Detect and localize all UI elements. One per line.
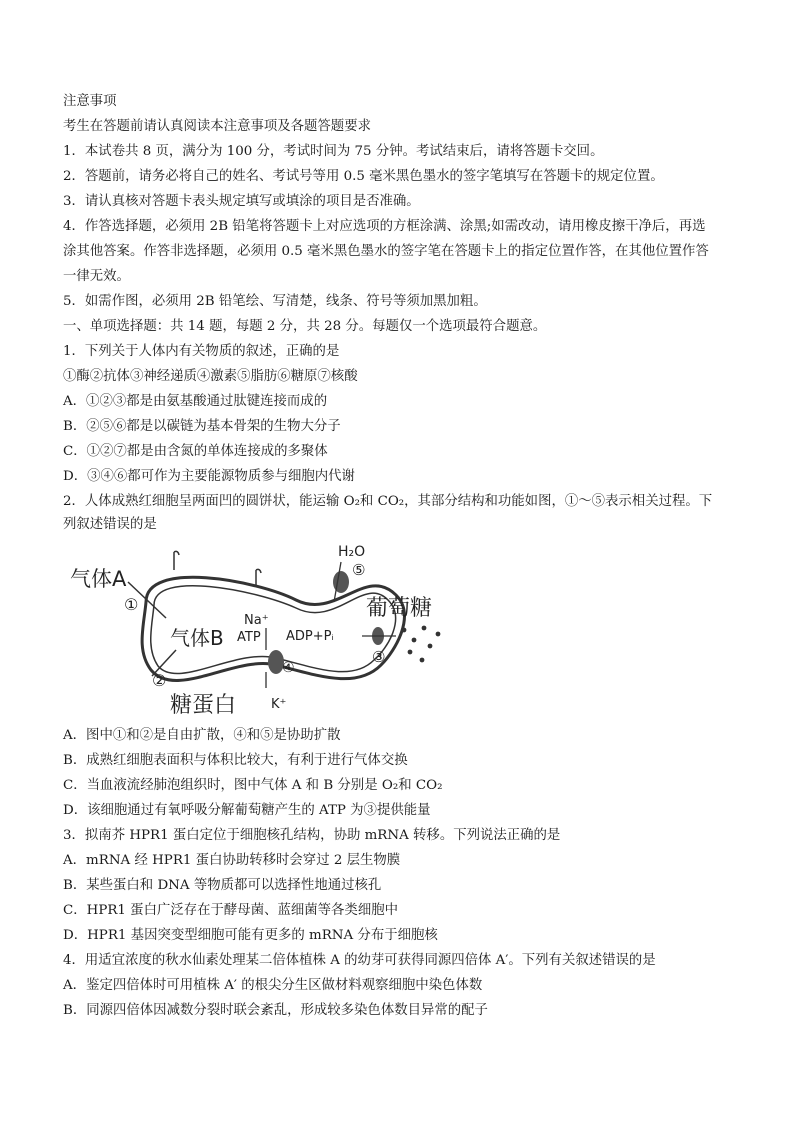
glucose-dot (408, 650, 413, 655)
process-4-label: ④ (282, 660, 295, 676)
q1-option-b: B．②⑤⑥都是以碳链为基本骨架的生物大分子 (63, 419, 341, 434)
water-channel (333, 571, 349, 593)
q3-option-b: B．某些蛋白和 DNA 等物质都可以选择性地通过核孔 (63, 878, 382, 893)
q4-option-b: B．同源四倍体因减数分裂时联会紊乱，形成较多染色体数目异常的配子 (63, 1003, 488, 1018)
glucose-dot (420, 658, 425, 663)
sodium-label: Na⁺ (244, 613, 269, 628)
process-1-label: ① (124, 595, 139, 614)
glucose-dot (436, 632, 441, 637)
q1-option-d: D．③④⑥都可作为主要能源物质参与细胞内代谢 (63, 469, 355, 484)
notice-intro: 考生在答题前请认真阅读本注意事项及各题答题要求 (63, 119, 371, 134)
notice-item: 5．如需作图，必须用 2B 铅笔绘、写清楚，线条、符号等须加黑加粗。 (63, 294, 487, 309)
process-5-label: ⑤ (352, 561, 366, 579)
notice-item: 2．答题前，请务必将自己的姓名、考试号等用 0.5 毫米黑色墨水的签字笔填写在答题卡的规定位置。 (63, 169, 664, 184)
process-3-label: ③ (372, 648, 386, 666)
q2-option-a: A．图中①和②是自由扩散，④和⑤是协助扩散 (63, 728, 341, 743)
gas-b-label: 气体B (170, 626, 224, 650)
q2-option-d: D．该细胞通过有氧呼吸分解葡萄糖产生的 ATP 为③提供能量 (63, 803, 431, 818)
q2-option-b: B．成熟红细胞表面积与体积比较大，有利于进行气体交换 (63, 753, 408, 768)
section-heading: 一、单项选择题：共 14 题，每题 2 分，共 28 分。每题仅一个选项最符合题意。 (63, 319, 547, 334)
glucose-dot (402, 628, 407, 633)
process-2-label: ② (152, 671, 167, 690)
q4-option-a: A．鉴定四倍体时可用植株 A′ 的根尖分生区做材料观察细胞中染色体数 (63, 978, 483, 993)
notice-item: 1．本试卷共 8 页，满分为 100 分，考试时间为 75 分钟。考试结束后，请将答题卡交回。 (63, 144, 604, 159)
q1-list: ①酶②抗体③神经递质④激素⑤脂肪⑥糖原⑦核酸 (63, 369, 358, 384)
q1-stem: 1．下列关于人体内有关物质的叙述，正确的是 (63, 344, 340, 359)
q3-option-a: A．mRNA 经 HPR1 蛋白协助转移时会穿过 2 层生物膜 (63, 853, 401, 868)
potassium-label: K⁺ (271, 697, 287, 712)
q1-option-a: A．①②③都是由氨基酸通过肽键连接而成的 (63, 394, 328, 409)
notice-item: 4．作答选择题，必须用 2B 铅笔将答题卡上对应选项的方框涂满、涂黑;如需改动，请用橡皮擦干净后，再选 (63, 219, 706, 234)
glycoprotein-chain (256, 569, 261, 585)
q2-stem: 2．人体成熟红细胞呈两面凹的圆饼状，能运输 O₂和 CO₂，其部分结构和功能如图，①～⑤表示相关过程。下 (63, 494, 713, 509)
atp-label: ATP (237, 630, 261, 645)
notice-item: 3．请认真核对答题卡表头规定填写或填涂的项目是否准确。 (63, 194, 420, 209)
water-label: H₂O (338, 544, 366, 560)
glucose-dot (412, 638, 417, 643)
q3-option-d: D．HPR1 基因突变型细胞可能有更多的 mRNA 分布于细胞核 (63, 928, 438, 943)
glycoprotein-label: 糖蛋白 (170, 693, 237, 718)
adp-label: ADP+Pᵢ (286, 629, 334, 644)
gas-a-label: 气体A (70, 567, 127, 591)
q3-stem: 3．拟南芥 HPR1 蛋白定位于细胞核孔结构，协助 mRNA 转移。下列说法正确的是 (63, 828, 561, 843)
q1-option-c: C．①②⑦都是由含氮的单体连接成的多聚体 (63, 444, 328, 459)
glucose-dot (422, 626, 427, 631)
notice-item: 一律无效。 (63, 269, 130, 284)
q2-option-c: C．当血液流经肺泡组织时，图中气体 A 和 B 分别是 O₂和 CO₂ (63, 778, 443, 793)
glucose-label: 葡萄糖 (366, 596, 433, 621)
glucose-dot (428, 644, 433, 649)
q4-stem: 4．用适宜浓度的秋水仙素处理某二倍体植株 A 的幼芽可获得同源四倍体 A′。下列有关叙述错误的是 (63, 953, 656, 968)
glycoprotein-chain (174, 551, 179, 570)
q2-stem-continued: 列叙述错误的是 (63, 517, 157, 532)
notice-item: 涂其他答案。作答非选择题，必须用 0.5 毫米黑色墨水的签字笔在答题卡上的指定位置作答，在其他位置作答 (63, 244, 709, 259)
q3-option-c: C．HPR1 蛋白广泛存在于酵母菌、蓝细菌等各类细胞中 (63, 903, 398, 918)
notice-title: 注意事项 (63, 94, 117, 109)
red-blood-cell-figure (66, 540, 476, 722)
